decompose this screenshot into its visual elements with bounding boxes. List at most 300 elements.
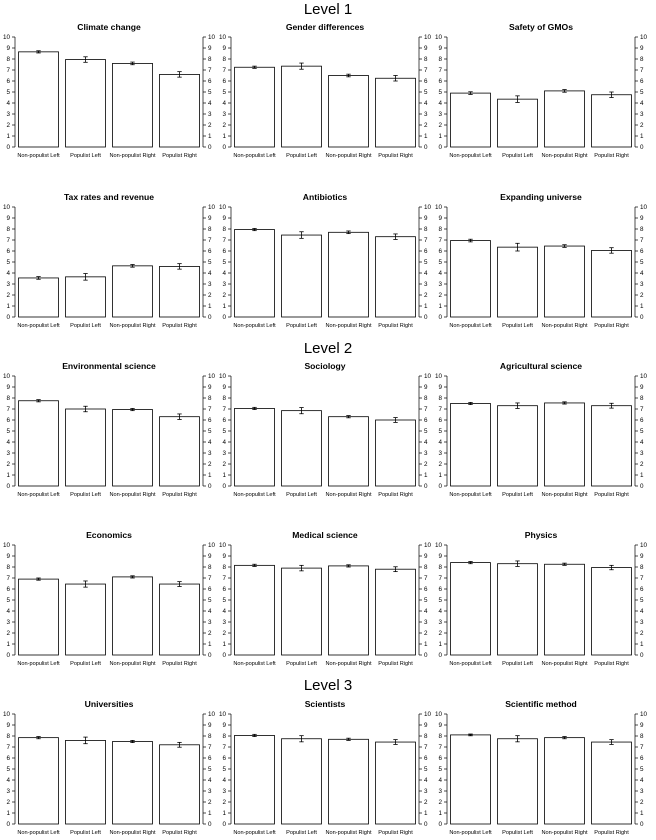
panel-title: Scientists [304, 699, 346, 709]
category-label: Non-populist Left [233, 323, 276, 329]
y-tick-label-left: 8 [438, 226, 442, 234]
y-tick-label-right: 9 [424, 215, 428, 223]
y-tick-label-left: 10 [434, 373, 442, 381]
y-tick-label-left: 0 [222, 144, 226, 152]
panel-title: Medical science [292, 530, 358, 540]
y-tick-label-right: 5 [208, 259, 212, 267]
y-tick-label-right: 5 [424, 766, 428, 774]
y-tick-label-left: 5 [222, 259, 226, 267]
y-tick-label-left: 1 [438, 303, 442, 311]
y-tick-label-left: 5 [222, 89, 226, 97]
y-tick-label-right: 6 [640, 755, 644, 763]
y-tick-label-left: 9 [222, 215, 226, 223]
y-tick-label-left: 8 [6, 395, 10, 403]
category-label: Populist Right [594, 153, 629, 159]
category-label: Non-populist Right [325, 661, 372, 667]
category-label: Non-populist Right [109, 153, 156, 159]
y-tick-label-left: 10 [434, 711, 442, 719]
y-tick-label-right: 10 [208, 542, 216, 550]
y-tick-label-right: 0 [208, 652, 212, 660]
y-tick-label-left: 8 [438, 733, 442, 741]
category-label: Non-populist Right [325, 492, 372, 498]
y-tick-label-left: 4 [438, 100, 442, 108]
y-tick-label-left: 8 [6, 56, 10, 64]
y-tick-label-left: 0 [6, 144, 10, 152]
bar [545, 738, 585, 824]
y-tick-label-right: 0 [208, 483, 212, 491]
y-tick-label-right: 6 [424, 78, 428, 86]
y-tick-label-right: 7 [640, 237, 644, 245]
category-label: Populist Left [286, 492, 317, 498]
y-tick-label-right: 3 [424, 619, 428, 627]
y-tick-label-right: 7 [640, 575, 644, 583]
bar [235, 735, 275, 824]
y-tick-label-left: 0 [438, 821, 442, 829]
y-tick-label-left: 6 [6, 586, 10, 594]
category-label: Populist Left [502, 153, 533, 159]
y-tick-label-left: 4 [438, 608, 442, 616]
bar [592, 95, 632, 147]
bar [545, 91, 585, 147]
y-tick-label-left: 9 [438, 45, 442, 53]
y-tick-label-right: 0 [424, 314, 428, 322]
y-tick-label-left: 8 [222, 395, 226, 403]
category-label: Populist Left [502, 830, 533, 836]
y-tick-label-left: 3 [438, 111, 442, 119]
chart-panel-climate-change [3, 22, 216, 159]
y-tick-label-left: 1 [6, 303, 10, 311]
y-tick-label-right: 1 [424, 810, 428, 818]
y-tick-label-right: 4 [640, 777, 644, 785]
y-tick-label-right: 9 [640, 45, 644, 53]
bar [376, 420, 416, 486]
y-tick-label-right: 6 [640, 417, 644, 425]
bar [376, 569, 416, 655]
y-tick-label-right: 9 [208, 722, 212, 730]
y-tick-label-left: 10 [2, 373, 10, 381]
y-tick-label-right: 0 [640, 821, 644, 829]
y-tick-label-right: 7 [640, 744, 644, 752]
bar [329, 76, 369, 148]
y-tick-label-right: 8 [424, 733, 428, 741]
y-tick-label-right: 3 [208, 281, 212, 289]
y-tick-label-right: 6 [640, 248, 644, 256]
category-label: Populist Right [162, 492, 197, 498]
chart-panel-universities [3, 699, 216, 836]
bar [113, 742, 153, 825]
bar [545, 403, 585, 486]
y-tick-label-right: 6 [208, 586, 212, 594]
y-tick-label-right: 10 [208, 373, 216, 381]
y-tick-label-right: 7 [208, 575, 212, 583]
y-tick-label-left: 3 [6, 111, 10, 119]
y-tick-label-right: 7 [640, 406, 644, 414]
bar [235, 230, 275, 317]
y-tick-label-right: 7 [640, 67, 644, 75]
y-tick-label-left: 2 [6, 799, 10, 807]
y-tick-label-right: 8 [208, 56, 212, 64]
y-tick-label-right: 6 [424, 755, 428, 763]
y-tick-label-left: 3 [438, 619, 442, 627]
bar [329, 566, 369, 655]
y-tick-label-left: 9 [6, 215, 10, 223]
y-tick-label-left: 4 [222, 100, 226, 108]
panel-title: Scientific method [505, 699, 577, 709]
y-tick-label-right: 8 [640, 56, 644, 64]
category-label: Populist Right [378, 153, 413, 159]
y-tick-label-left: 3 [6, 450, 10, 458]
y-tick-label-right: 0 [640, 314, 644, 322]
bar [160, 584, 200, 655]
panel-title: Sociology [304, 361, 346, 371]
level-title-3: Level 3 [303, 677, 353, 694]
y-tick-label-right: 10 [640, 711, 648, 719]
y-tick-label-right: 5 [208, 597, 212, 605]
y-tick-label-left: 4 [6, 270, 10, 278]
panel-title: Safety of GMOs [509, 22, 573, 32]
y-tick-label-right: 0 [424, 652, 428, 660]
level-title-2: Level 2 [303, 340, 353, 357]
y-tick-label-left: 1 [438, 810, 442, 818]
y-tick-label-right: 9 [640, 215, 644, 223]
y-tick-label-right: 4 [424, 608, 428, 616]
bar [498, 99, 538, 147]
y-tick-label-right: 8 [208, 733, 212, 741]
y-tick-label-right: 3 [640, 619, 644, 627]
y-tick-label-left: 5 [222, 428, 226, 436]
y-tick-label-right: 2 [640, 292, 644, 300]
category-label: Non-populist Left [17, 323, 60, 329]
y-tick-label-right: 5 [208, 89, 212, 97]
bar [592, 250, 632, 317]
y-tick-label-right: 5 [640, 597, 644, 605]
y-tick-label-right: 2 [424, 630, 428, 638]
bar [282, 411, 322, 486]
category-label: Populist Left [502, 492, 533, 498]
y-tick-label-right: 0 [640, 144, 644, 152]
category-label: Non-populist Right [541, 492, 588, 498]
y-tick-label-right: 1 [640, 472, 644, 480]
y-tick-label-left: 6 [438, 248, 442, 256]
bar [160, 74, 200, 147]
y-tick-label-right: 4 [640, 439, 644, 447]
y-tick-label-left: 4 [438, 777, 442, 785]
y-tick-label-right: 4 [208, 608, 212, 616]
y-tick-label-right: 0 [640, 483, 644, 491]
y-tick-label-right: 8 [208, 395, 212, 403]
y-tick-label-left: 0 [438, 483, 442, 491]
level-title-1: Level 1 [303, 1, 353, 18]
y-tick-label-left: 9 [6, 45, 10, 53]
category-label: Populist Left [286, 830, 317, 836]
chart-panel-gender-differences [219, 22, 432, 159]
y-tick-label-left: 8 [222, 226, 226, 234]
y-tick-label-left: 1 [222, 303, 226, 311]
y-tick-label-left: 7 [6, 575, 10, 583]
y-tick-label-right: 10 [208, 711, 216, 719]
y-tick-label-left: 9 [222, 722, 226, 730]
bar [376, 78, 416, 147]
y-tick-label-left: 6 [222, 586, 226, 594]
y-tick-label-left: 10 [434, 542, 442, 550]
y-tick-label-right: 3 [640, 281, 644, 289]
category-label: Non-populist Right [541, 323, 588, 329]
y-tick-label-right: 5 [424, 597, 428, 605]
y-tick-label-right: 2 [208, 292, 212, 300]
y-tick-label-left: 7 [438, 67, 442, 75]
y-tick-label-left: 5 [438, 428, 442, 436]
bar [545, 246, 585, 317]
y-tick-label-left: 4 [6, 100, 10, 108]
y-tick-label-right: 3 [208, 450, 212, 458]
y-tick-label-left: 1 [6, 133, 10, 141]
y-tick-label-right: 0 [208, 821, 212, 829]
y-tick-label-right: 9 [208, 384, 212, 392]
y-tick-label-right: 6 [640, 586, 644, 594]
y-tick-label-left: 2 [222, 630, 226, 638]
y-tick-label-left: 6 [6, 417, 10, 425]
y-tick-label-left: 8 [222, 733, 226, 741]
y-tick-label-right: 10 [424, 34, 432, 42]
y-tick-label-left: 10 [2, 711, 10, 719]
category-label: Populist Right [162, 153, 197, 159]
y-tick-label-left: 3 [438, 450, 442, 458]
panel-title: Climate change [77, 22, 141, 32]
category-label: Populist Left [70, 153, 101, 159]
y-tick-label-right: 6 [424, 586, 428, 594]
bar [282, 66, 322, 147]
y-tick-label-left: 10 [218, 204, 226, 212]
y-tick-label-left: 0 [222, 483, 226, 491]
y-tick-label-right: 7 [208, 406, 212, 414]
y-tick-label-right: 7 [208, 67, 212, 75]
y-tick-label-left: 8 [438, 395, 442, 403]
y-tick-label-left: 8 [6, 733, 10, 741]
y-tick-label-right: 1 [424, 472, 428, 480]
bar [498, 247, 538, 317]
y-tick-label-left: 0 [6, 314, 10, 322]
y-tick-label-left: 5 [6, 428, 10, 436]
bar [113, 577, 153, 655]
panel-title: Universities [84, 699, 134, 709]
y-tick-label-left: 9 [222, 45, 226, 53]
y-tick-label-left: 3 [222, 788, 226, 796]
bar [592, 742, 632, 824]
y-tick-label-left: 2 [438, 461, 442, 469]
y-tick-label-left: 10 [218, 711, 226, 719]
panel-title: Tax rates and revenue [63, 192, 155, 202]
y-tick-label-left: 10 [2, 34, 10, 42]
y-tick-label-left: 9 [222, 553, 226, 561]
chart-panel-expanding-universe [435, 192, 648, 329]
y-tick-label-left: 8 [6, 226, 10, 234]
y-tick-label-left: 6 [6, 78, 10, 86]
category-label: Non-populist Left [17, 661, 60, 667]
y-tick-label-left: 5 [438, 259, 442, 267]
y-tick-label-left: 1 [6, 472, 10, 480]
y-tick-label-right: 9 [424, 553, 428, 561]
chart-panel-medical-science [219, 530, 432, 667]
y-tick-label-left: 2 [438, 122, 442, 130]
y-tick-label-left: 4 [438, 270, 442, 278]
y-tick-label-left: 4 [6, 608, 10, 616]
y-tick-label-left: 2 [6, 292, 10, 300]
chart-panel-sociology [219, 361, 432, 498]
y-tick-label-right: 10 [640, 204, 648, 212]
category-label: Non-populist Right [109, 323, 156, 329]
y-tick-label-left: 4 [6, 777, 10, 785]
category-label: Populist Left [286, 323, 317, 329]
y-tick-label-right: 8 [640, 733, 644, 741]
y-tick-label-left: 9 [6, 384, 10, 392]
y-tick-label-right: 3 [640, 111, 644, 119]
y-tick-label-left: 6 [222, 755, 226, 763]
y-tick-label-right: 8 [208, 226, 212, 234]
y-tick-label-right: 1 [640, 810, 644, 818]
y-tick-label-right: 2 [424, 122, 428, 130]
category-label: Non-populist Right [541, 830, 588, 836]
category-label: Non-populist Left [233, 492, 276, 498]
y-tick-label-right: 9 [640, 553, 644, 561]
y-tick-label-right: 7 [424, 406, 428, 414]
bar [235, 408, 275, 486]
panel-title: Economics [86, 530, 132, 540]
bar [451, 93, 491, 147]
y-tick-label-left: 7 [438, 744, 442, 752]
y-tick-label-right: 9 [208, 215, 212, 223]
y-tick-label-right: 1 [208, 472, 212, 480]
chart-panels [3, 22, 648, 836]
y-tick-label-right: 5 [424, 259, 428, 267]
y-tick-label-right: 0 [640, 652, 644, 660]
y-tick-label-left: 7 [438, 406, 442, 414]
y-tick-label-left: 1 [6, 641, 10, 649]
y-tick-label-right: 10 [424, 711, 432, 719]
y-tick-label-left: 9 [222, 384, 226, 392]
y-tick-label-right: 10 [208, 34, 216, 42]
y-tick-label-right: 0 [424, 821, 428, 829]
y-tick-label-right: 5 [424, 428, 428, 436]
y-tick-label-right: 7 [424, 744, 428, 752]
y-tick-label-left: 4 [222, 270, 226, 278]
y-tick-label-left: 2 [222, 292, 226, 300]
category-label: Non-populist Left [449, 830, 492, 836]
y-tick-label-left: 1 [438, 641, 442, 649]
y-tick-label-left: 7 [6, 406, 10, 414]
y-tick-label-right: 3 [424, 788, 428, 796]
y-tick-label-right: 0 [424, 483, 428, 491]
y-tick-label-left: 9 [438, 384, 442, 392]
y-tick-label-left: 6 [438, 417, 442, 425]
y-tick-label-left: 3 [222, 450, 226, 458]
y-tick-label-left: 5 [6, 89, 10, 97]
y-tick-label-right: 0 [208, 144, 212, 152]
y-tick-label-left: 0 [438, 314, 442, 322]
y-tick-label-left: 9 [6, 553, 10, 561]
y-tick-label-left: 10 [218, 34, 226, 42]
y-tick-label-right: 9 [424, 384, 428, 392]
chart-panel-scientific-method [435, 699, 648, 836]
bar [376, 742, 416, 824]
category-label: Populist Left [70, 830, 101, 836]
y-tick-label-right: 1 [208, 810, 212, 818]
panel-title: Gender differences [285, 22, 365, 32]
y-tick-label-left: 3 [222, 619, 226, 627]
y-tick-label-left: 4 [222, 439, 226, 447]
y-tick-label-right: 4 [424, 777, 428, 785]
y-tick-label-left: 7 [6, 67, 10, 75]
chart-panel-economics [3, 530, 216, 667]
bar [498, 739, 538, 824]
y-tick-label-left: 3 [222, 111, 226, 119]
panel-title: Agricultural science [499, 361, 583, 371]
y-tick-label-left: 4 [438, 439, 442, 447]
y-tick-label-right: 4 [208, 777, 212, 785]
y-tick-label-left: 10 [434, 34, 442, 42]
y-tick-label-left: 2 [438, 799, 442, 807]
y-tick-label-left: 2 [222, 799, 226, 807]
y-tick-label-left: 10 [434, 204, 442, 212]
bar [160, 745, 200, 824]
y-tick-label-left: 7 [6, 744, 10, 752]
y-tick-label-left: 9 [438, 215, 442, 223]
chart-panel-scientists [219, 699, 432, 836]
bar [160, 266, 200, 317]
y-tick-label-left: 6 [222, 248, 226, 256]
y-tick-label-left: 2 [6, 461, 10, 469]
bar [282, 568, 322, 655]
y-tick-label-left: 6 [6, 755, 10, 763]
category-label: Non-populist Left [17, 492, 60, 498]
chart-panel-physics [435, 530, 648, 667]
y-tick-label-right: 6 [208, 248, 212, 256]
y-tick-label-left: 1 [222, 133, 226, 141]
category-label: Populist Left [502, 661, 533, 667]
y-tick-label-left: 7 [222, 237, 226, 245]
y-tick-label-right: 2 [208, 461, 212, 469]
bar [235, 67, 275, 147]
y-tick-label-right: 2 [424, 799, 428, 807]
bar [329, 232, 369, 317]
y-tick-label-right: 10 [424, 542, 432, 550]
y-tick-label-right: 0 [424, 144, 428, 152]
bar [66, 60, 106, 147]
y-tick-label-right: 4 [424, 100, 428, 108]
bar [592, 406, 632, 486]
y-tick-label-right: 4 [208, 439, 212, 447]
chart-panel-safety-of-gmos [435, 22, 648, 159]
y-tick-label-right: 8 [424, 395, 428, 403]
y-tick-label-left: 2 [438, 292, 442, 300]
y-tick-label-right: 3 [424, 111, 428, 119]
bar [376, 237, 416, 317]
y-tick-label-right: 10 [640, 34, 648, 42]
bar [66, 740, 106, 824]
y-tick-label-right: 6 [640, 78, 644, 86]
y-tick-label-left: 7 [222, 744, 226, 752]
y-tick-label-left: 8 [222, 56, 226, 64]
y-tick-label-left: 6 [222, 417, 226, 425]
y-tick-label-left: 6 [438, 78, 442, 86]
y-tick-label-right: 7 [424, 237, 428, 245]
bar [66, 409, 106, 486]
y-tick-label-right: 6 [424, 248, 428, 256]
category-label: Non-populist Left [17, 830, 60, 836]
category-label: Non-populist Right [541, 661, 588, 667]
y-tick-label-right: 1 [640, 641, 644, 649]
y-tick-label-left: 3 [222, 281, 226, 289]
y-tick-label-right: 0 [208, 314, 212, 322]
